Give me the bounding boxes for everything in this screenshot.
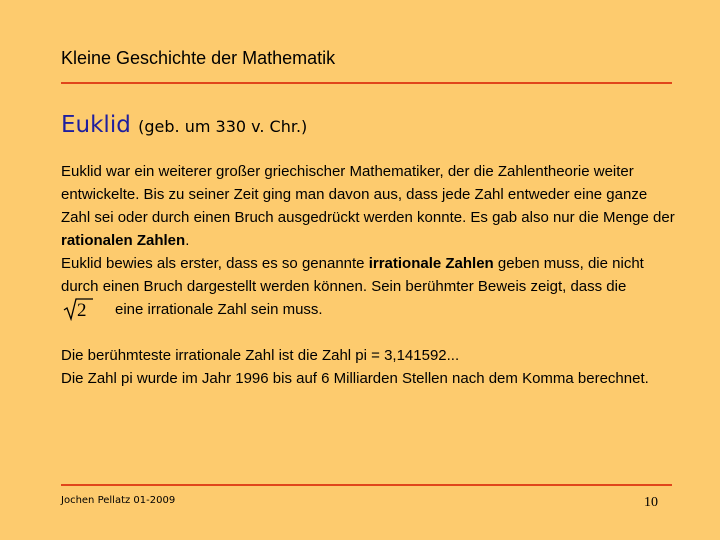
text-segment: Euklid war ein weiterer großer griechischer Mathematiker, der die Zahlentheorie weiter entwickelte. Bis zu seiner Zeit ging man davon aus, dass jede Zahl entweder eine ganze Zahl sei oder durch einen Bruch ausgedrückt werden konnte. Es gab also nur die Menge der: [61, 163, 675, 226]
slide-title: [61, 110, 307, 142]
page-number: 10: [644, 495, 658, 510]
footer-author: Jochen Pellatz 01-2009: [61, 495, 176, 506]
paragraph-pi-line1: Die berühmteste irrationale Zahl ist die Zahl pi = 3,141592...: [61, 347, 460, 364]
body-text: [61, 160, 676, 390]
top-rule: [61, 82, 672, 84]
header-title: Kleine Geschichte der Mathematik: [61, 48, 336, 68]
text-segment: .: [185, 232, 190, 249]
slide-title-name: Euklid: [61, 112, 131, 138]
text-segment: Euklid bewies als erster, dass es so genannte: [61, 255, 369, 272]
paragraph-irrational-numbers: [61, 252, 676, 321]
paragraph-gap: [61, 321, 676, 344]
term-rationale-zahlen: rationalen Zahlen: [61, 232, 186, 249]
term-irrationale-zahlen: irrationale Zahlen: [368, 255, 494, 272]
bottom-rule: [61, 484, 672, 486]
text-segment: eine irrationale Zahl sein muss.: [115, 301, 323, 318]
sqrt-two-formula: [63, 301, 111, 319]
slide-subtitle: (geb. um 330 v. Chr.): [138, 117, 308, 136]
paragraph-pi-line2: Die Zahl pi wurde im Jahr 1996 bis auf 6 Milliarden Stellen nach dem Komma berechnet.: [61, 370, 649, 387]
sqrt-radicand: 2: [77, 300, 87, 321]
paragraph-rational-numbers: [61, 160, 676, 252]
text-segment: geben muss, die nicht durch einen Bruch dargestellt werden können. Sein berühmter Beweis zeigt, dass die: [61, 255, 644, 295]
